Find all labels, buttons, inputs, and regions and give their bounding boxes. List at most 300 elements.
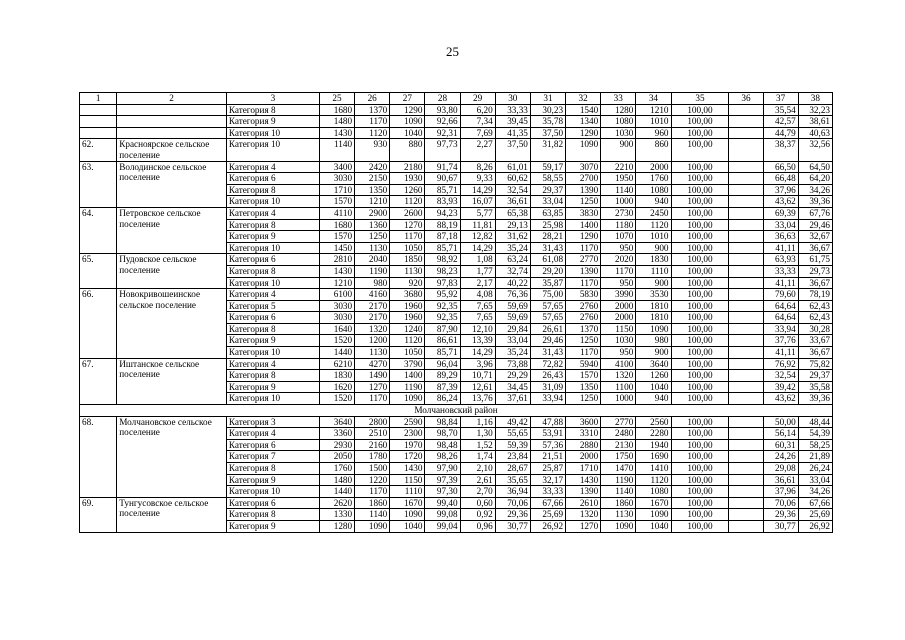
value-cell: 59,69 bbox=[495, 300, 530, 312]
value-cell: 4160 bbox=[355, 289, 390, 301]
value-cell: 34,45 bbox=[495, 381, 530, 393]
value-cell: 1040 bbox=[390, 520, 425, 532]
value-cell: 100,00 bbox=[671, 486, 729, 498]
value-cell: 1130 bbox=[601, 509, 636, 521]
category-cell: Категория 4 bbox=[226, 428, 319, 440]
value-cell: 1830 bbox=[636, 254, 671, 266]
value-cell: 0,92 bbox=[460, 509, 495, 521]
category-cell: Категория 6 bbox=[226, 497, 319, 509]
value-cell bbox=[729, 370, 763, 382]
value-cell: 1440 bbox=[319, 486, 354, 498]
value-cell: 2170 bbox=[355, 300, 390, 312]
value-cell: 48,44 bbox=[798, 416, 832, 428]
value-cell: 2130 bbox=[601, 439, 636, 451]
value-cell: 1000 bbox=[601, 393, 636, 405]
value-cell: 32,67 bbox=[798, 231, 832, 243]
value-cell: 1090 bbox=[566, 139, 601, 161]
value-cell: 3030 bbox=[319, 300, 354, 312]
value-cell: 1190 bbox=[601, 474, 636, 486]
category-cell: Категория 6 bbox=[226, 173, 319, 185]
empty-cell bbox=[117, 104, 227, 116]
value-cell: 100,00 bbox=[671, 254, 729, 266]
value-cell: 7,34 bbox=[460, 116, 495, 128]
value-cell: 63,85 bbox=[530, 207, 565, 219]
category-cell: Категория 9 bbox=[226, 335, 319, 347]
value-cell: 29,46 bbox=[530, 335, 565, 347]
table-row bbox=[80, 139, 833, 161]
category-cell: Категория 9 bbox=[226, 474, 319, 486]
value-cell: 1210 bbox=[355, 196, 390, 208]
value-cell: 97,90 bbox=[425, 463, 460, 475]
value-cell bbox=[729, 335, 763, 347]
value-cell: 98,92 bbox=[425, 254, 460, 266]
value-cell: 14,29 bbox=[460, 347, 495, 359]
value-cell: 3530 bbox=[636, 289, 671, 301]
value-cell: 63,93 bbox=[763, 254, 798, 266]
value-cell: 1120 bbox=[390, 335, 425, 347]
value-cell: 100,00 bbox=[671, 127, 729, 139]
value-cell: 1190 bbox=[355, 265, 390, 277]
value-cell: 1570 bbox=[566, 370, 601, 382]
table-row bbox=[80, 416, 833, 428]
category-cell: Категория 4 bbox=[226, 289, 319, 301]
value-cell: 1050 bbox=[390, 347, 425, 359]
value-cell: 1450 bbox=[319, 242, 354, 254]
value-cell: 61,75 bbox=[798, 254, 832, 266]
value-cell: 1170 bbox=[566, 347, 601, 359]
value-cell: 2880 bbox=[566, 439, 601, 451]
value-cell: 2000 bbox=[601, 312, 636, 324]
value-cell: 63,24 bbox=[495, 254, 530, 266]
value-cell: 100,00 bbox=[671, 207, 729, 219]
value-cell: 66,50 bbox=[763, 161, 798, 173]
value-cell: 95,92 bbox=[425, 289, 460, 301]
value-cell: 39,36 bbox=[798, 196, 832, 208]
value-cell: 8,26 bbox=[460, 161, 495, 173]
value-cell: 1320 bbox=[566, 509, 601, 521]
value-cell: 100,00 bbox=[671, 497, 729, 509]
settlement-name: Пудовское сельское поселение bbox=[117, 254, 227, 289]
value-cell: 1120 bbox=[636, 219, 671, 231]
value-cell: 25,98 bbox=[530, 219, 565, 231]
value-cell: 1290 bbox=[390, 104, 425, 116]
value-cell: 78,19 bbox=[798, 289, 832, 301]
value-cell: 1130 bbox=[390, 265, 425, 277]
settlement-number: 64. bbox=[80, 207, 117, 253]
value-cell: 1280 bbox=[601, 104, 636, 116]
value-cell: 920 bbox=[390, 277, 425, 289]
value-cell: 1320 bbox=[601, 370, 636, 382]
value-cell: 36,67 bbox=[798, 277, 832, 289]
value-cell: 1050 bbox=[390, 242, 425, 254]
value-cell: 92,35 bbox=[425, 300, 460, 312]
value-cell: 33,94 bbox=[530, 393, 565, 405]
value-cell: 2770 bbox=[601, 416, 636, 428]
value-cell: 1040 bbox=[636, 381, 671, 393]
value-cell: 42,57 bbox=[763, 116, 798, 128]
value-cell: 2450 bbox=[636, 207, 671, 219]
category-cell: Категория 6 bbox=[226, 312, 319, 324]
value-cell: 34,26 bbox=[798, 486, 832, 498]
value-cell: 1110 bbox=[636, 265, 671, 277]
value-cell: 14,29 bbox=[460, 242, 495, 254]
tariff-table bbox=[79, 92, 833, 533]
value-cell: 13,76 bbox=[460, 393, 495, 405]
category-cell: Категория 8 bbox=[226, 323, 319, 335]
value-cell: 96,04 bbox=[425, 358, 460, 370]
value-cell: 61,01 bbox=[495, 161, 530, 173]
value-cell: 97,73 bbox=[425, 139, 460, 161]
value-cell: 64,50 bbox=[798, 161, 832, 173]
header-cell: 2 bbox=[117, 93, 227, 105]
value-cell: 960 bbox=[636, 127, 671, 139]
value-cell: 35,65 bbox=[495, 474, 530, 486]
value-cell: 1390 bbox=[566, 486, 601, 498]
header-cell: 29 bbox=[460, 93, 495, 105]
category-cell: Категория 8 bbox=[226, 184, 319, 196]
value-cell: 1270 bbox=[390, 219, 425, 231]
value-cell bbox=[729, 277, 763, 289]
settlement-name: Володинское сельское поселение bbox=[117, 161, 227, 207]
value-cell: 1570 bbox=[319, 196, 354, 208]
value-cell: 1850 bbox=[390, 254, 425, 266]
value-cell: 33,33 bbox=[530, 486, 565, 498]
value-cell: 1430 bbox=[319, 127, 354, 139]
header-cell: 37 bbox=[763, 93, 798, 105]
value-cell: 1110 bbox=[390, 486, 425, 498]
value-cell: 99,08 bbox=[425, 509, 460, 521]
value-cell: 31,82 bbox=[530, 139, 565, 161]
value-cell: 25,69 bbox=[530, 509, 565, 521]
settlement-number: 62. bbox=[80, 139, 117, 161]
value-cell: 28,67 bbox=[495, 463, 530, 475]
value-cell bbox=[729, 265, 763, 277]
category-cell: Категория 10 bbox=[226, 196, 319, 208]
category-cell: Категория 8 bbox=[226, 463, 319, 475]
value-cell: 43,62 bbox=[763, 196, 798, 208]
value-cell bbox=[729, 347, 763, 359]
value-cell: 87,18 bbox=[425, 231, 460, 243]
value-cell: 30,23 bbox=[530, 104, 565, 116]
value-cell: 2760 bbox=[566, 312, 601, 324]
value-cell: 47,88 bbox=[530, 416, 565, 428]
value-cell: 12,61 bbox=[460, 381, 495, 393]
value-cell: 1210 bbox=[636, 104, 671, 116]
value-cell: 1490 bbox=[355, 370, 390, 382]
value-cell: 34,26 bbox=[798, 184, 832, 196]
header-cell: 34 bbox=[636, 93, 671, 105]
value-cell: 73,88 bbox=[495, 358, 530, 370]
value-cell: 3990 bbox=[601, 289, 636, 301]
value-cell: 32,23 bbox=[798, 104, 832, 116]
value-cell: 3070 bbox=[566, 161, 601, 173]
value-cell: 32,17 bbox=[530, 474, 565, 486]
value-cell: 100,00 bbox=[671, 393, 729, 405]
value-cell: 85,71 bbox=[425, 184, 460, 196]
value-cell: 1680 bbox=[319, 219, 354, 231]
value-cell: 1350 bbox=[566, 381, 601, 393]
value-cell: 100,00 bbox=[671, 104, 729, 116]
page-number: 25 bbox=[446, 44, 459, 59]
value-cell: 1390 bbox=[566, 184, 601, 196]
value-cell: 29,08 bbox=[763, 463, 798, 475]
value-cell: 32,54 bbox=[495, 184, 530, 196]
header-cell: 36 bbox=[729, 93, 763, 105]
value-cell bbox=[729, 300, 763, 312]
table-row bbox=[80, 497, 833, 509]
header-cell: 28 bbox=[425, 93, 460, 105]
value-cell: 2300 bbox=[390, 428, 425, 440]
value-cell: 900 bbox=[636, 242, 671, 254]
value-cell: 1240 bbox=[390, 323, 425, 335]
category-cell: Категория 9 bbox=[226, 231, 319, 243]
value-cell: 1,16 bbox=[460, 416, 495, 428]
value-cell: 58,55 bbox=[530, 173, 565, 185]
value-cell: 2700 bbox=[566, 173, 601, 185]
value-cell: 29,73 bbox=[798, 265, 832, 277]
value-cell bbox=[729, 196, 763, 208]
value-cell: 33,67 bbox=[798, 335, 832, 347]
table-row bbox=[80, 127, 833, 139]
value-cell: 9,33 bbox=[460, 173, 495, 185]
value-cell: 58,25 bbox=[798, 439, 832, 451]
value-cell: 1720 bbox=[390, 451, 425, 463]
value-cell: 88,19 bbox=[425, 219, 460, 231]
header-cell: 38 bbox=[798, 93, 832, 105]
value-cell: 1390 bbox=[566, 265, 601, 277]
value-cell: 32,56 bbox=[798, 139, 832, 161]
value-cell: 36,67 bbox=[798, 242, 832, 254]
value-cell: 1,74 bbox=[460, 451, 495, 463]
value-cell bbox=[729, 497, 763, 509]
value-cell: 100,00 bbox=[671, 509, 729, 521]
value-cell: 2900 bbox=[355, 207, 390, 219]
value-cell: 99,04 bbox=[425, 520, 460, 532]
value-cell: 41,11 bbox=[763, 242, 798, 254]
value-cell: 2170 bbox=[355, 312, 390, 324]
value-cell: 1480 bbox=[319, 474, 354, 486]
value-cell: 29,36 bbox=[763, 509, 798, 521]
value-cell: 64,64 bbox=[763, 312, 798, 324]
value-cell: 21,51 bbox=[530, 451, 565, 463]
value-cell: 1090 bbox=[601, 520, 636, 532]
value-cell: 1140 bbox=[601, 184, 636, 196]
value-cell: 1,30 bbox=[460, 428, 495, 440]
value-cell bbox=[729, 161, 763, 173]
value-cell: 1030 bbox=[601, 335, 636, 347]
value-cell bbox=[729, 474, 763, 486]
value-cell: 100,00 bbox=[671, 323, 729, 335]
value-cell: 1860 bbox=[355, 497, 390, 509]
value-cell: 1190 bbox=[390, 381, 425, 393]
value-cell: 65,38 bbox=[495, 207, 530, 219]
value-cell: 1640 bbox=[319, 323, 354, 335]
category-cell: Категория 8 bbox=[226, 104, 319, 116]
value-cell: 3640 bbox=[636, 358, 671, 370]
value-cell: 1260 bbox=[636, 370, 671, 382]
value-cell: 3360 bbox=[319, 428, 354, 440]
value-cell: 900 bbox=[636, 277, 671, 289]
value-cell: 29,13 bbox=[495, 219, 530, 231]
value-cell: 1330 bbox=[319, 509, 354, 521]
value-cell: 1090 bbox=[390, 509, 425, 521]
value-cell: 29,46 bbox=[798, 219, 832, 231]
table-row bbox=[80, 289, 833, 301]
empty-cell bbox=[117, 127, 227, 139]
value-cell: 1130 bbox=[355, 347, 390, 359]
value-cell: 1690 bbox=[636, 451, 671, 463]
value-cell: 1810 bbox=[636, 300, 671, 312]
header-cell: 25 bbox=[319, 93, 354, 105]
value-cell bbox=[729, 428, 763, 440]
value-cell: 1680 bbox=[319, 104, 354, 116]
value-cell: 1270 bbox=[566, 520, 601, 532]
value-cell: 2020 bbox=[601, 254, 636, 266]
value-cell: 100,00 bbox=[671, 242, 729, 254]
category-cell: Категория 10 bbox=[226, 347, 319, 359]
value-cell: 1150 bbox=[390, 474, 425, 486]
value-cell: 2810 bbox=[319, 254, 354, 266]
value-cell: 35,24 bbox=[495, 347, 530, 359]
value-cell: 37,61 bbox=[495, 393, 530, 405]
value-cell: 1100 bbox=[601, 381, 636, 393]
value-cell: 1,08 bbox=[460, 254, 495, 266]
value-cell: 4100 bbox=[601, 358, 636, 370]
value-cell: 1440 bbox=[319, 347, 354, 359]
value-cell: 40,22 bbox=[495, 277, 530, 289]
value-cell: 1010 bbox=[636, 231, 671, 243]
value-cell: 1810 bbox=[636, 312, 671, 324]
value-cell: 76,36 bbox=[495, 289, 530, 301]
header-cell: 3 bbox=[226, 93, 319, 105]
value-cell: 5830 bbox=[566, 289, 601, 301]
value-cell bbox=[729, 312, 763, 324]
value-cell: 2,10 bbox=[460, 463, 495, 475]
value-cell: 92,31 bbox=[425, 127, 460, 139]
value-cell: 1940 bbox=[636, 439, 671, 451]
value-cell: 100,00 bbox=[671, 335, 729, 347]
value-cell: 2,17 bbox=[460, 277, 495, 289]
value-cell: 1620 bbox=[319, 381, 354, 393]
value-cell: 33,33 bbox=[495, 104, 530, 116]
value-cell: 2160 bbox=[355, 439, 390, 451]
value-cell bbox=[729, 486, 763, 498]
value-cell: 70,06 bbox=[495, 497, 530, 509]
value-cell: 2000 bbox=[601, 300, 636, 312]
value-cell: 38,61 bbox=[798, 116, 832, 128]
value-cell: 1930 bbox=[390, 173, 425, 185]
value-cell: 2730 bbox=[601, 207, 636, 219]
value-cell: 1340 bbox=[566, 116, 601, 128]
header-cell: 35 bbox=[671, 93, 729, 105]
value-cell: 4,08 bbox=[460, 289, 495, 301]
value-cell: 4110 bbox=[319, 207, 354, 219]
value-cell: 1750 bbox=[601, 451, 636, 463]
value-cell: 2180 bbox=[390, 161, 425, 173]
value-cell: 1080 bbox=[601, 116, 636, 128]
value-cell: 1120 bbox=[355, 127, 390, 139]
settlement-name: Новокривошеинское сельское поселение bbox=[117, 289, 227, 359]
value-cell: 100,00 bbox=[671, 358, 729, 370]
value-cell: 38,37 bbox=[763, 139, 798, 161]
value-cell: 1430 bbox=[566, 474, 601, 486]
value-cell: 1360 bbox=[355, 219, 390, 231]
header-cell: 27 bbox=[390, 93, 425, 105]
district-name: Молчановский район bbox=[80, 405, 833, 417]
value-cell: 21,89 bbox=[798, 451, 832, 463]
value-cell: 85,71 bbox=[425, 242, 460, 254]
settlement-name: Тунгусовское сельское поселение bbox=[117, 497, 227, 532]
value-cell: 1250 bbox=[355, 231, 390, 243]
value-cell: 900 bbox=[636, 347, 671, 359]
value-cell: 1120 bbox=[390, 196, 425, 208]
value-cell: 1960 bbox=[390, 312, 425, 324]
value-cell: 36,61 bbox=[763, 474, 798, 486]
empty-cell bbox=[117, 116, 227, 128]
empty-cell bbox=[80, 127, 117, 139]
value-cell: 100,00 bbox=[671, 416, 729, 428]
value-cell: 89,29 bbox=[425, 370, 460, 382]
value-cell: 1090 bbox=[355, 520, 390, 532]
value-cell: 75,00 bbox=[530, 289, 565, 301]
value-cell: 100,00 bbox=[671, 312, 729, 324]
value-cell: 1130 bbox=[355, 242, 390, 254]
value-cell: 100,00 bbox=[671, 116, 729, 128]
value-cell: 100,00 bbox=[671, 184, 729, 196]
value-cell: 1200 bbox=[355, 335, 390, 347]
value-cell: 31,43 bbox=[530, 347, 565, 359]
value-cell: 1,52 bbox=[460, 439, 495, 451]
value-cell: 1710 bbox=[566, 463, 601, 475]
value-cell: 57,65 bbox=[530, 312, 565, 324]
value-cell bbox=[729, 381, 763, 393]
value-cell: 1400 bbox=[566, 219, 601, 231]
value-cell: 62,43 bbox=[798, 300, 832, 312]
value-cell bbox=[729, 127, 763, 139]
value-cell: 1270 bbox=[355, 381, 390, 393]
header-cell: 32 bbox=[566, 93, 601, 105]
value-cell: 1320 bbox=[355, 323, 390, 335]
value-cell: 60,31 bbox=[763, 439, 798, 451]
value-cell: 97,30 bbox=[425, 486, 460, 498]
value-cell: 1350 bbox=[355, 184, 390, 196]
district-row bbox=[80, 405, 833, 417]
category-cell: Категория 6 bbox=[226, 254, 319, 266]
value-cell: 1370 bbox=[355, 104, 390, 116]
value-cell: 2,70 bbox=[460, 486, 495, 498]
value-cell: 31,43 bbox=[530, 242, 565, 254]
value-cell: 100,00 bbox=[671, 289, 729, 301]
value-cell: 32,74 bbox=[495, 265, 530, 277]
settlement-number: 63. bbox=[80, 161, 117, 207]
value-cell bbox=[729, 231, 763, 243]
value-cell: 880 bbox=[390, 139, 425, 161]
value-cell bbox=[729, 393, 763, 405]
value-cell: 37,96 bbox=[763, 486, 798, 498]
value-cell: 1080 bbox=[636, 486, 671, 498]
value-cell: 3030 bbox=[319, 312, 354, 324]
value-cell bbox=[729, 439, 763, 451]
value-cell: 100,00 bbox=[671, 451, 729, 463]
value-cell bbox=[729, 358, 763, 370]
value-cell: 3,96 bbox=[460, 358, 495, 370]
value-cell: 6100 bbox=[319, 289, 354, 301]
value-cell: 1480 bbox=[319, 116, 354, 128]
value-cell: 100,00 bbox=[671, 219, 729, 231]
value-cell: 67,66 bbox=[530, 497, 565, 509]
value-cell: 7,65 bbox=[460, 300, 495, 312]
value-cell: 1040 bbox=[636, 520, 671, 532]
